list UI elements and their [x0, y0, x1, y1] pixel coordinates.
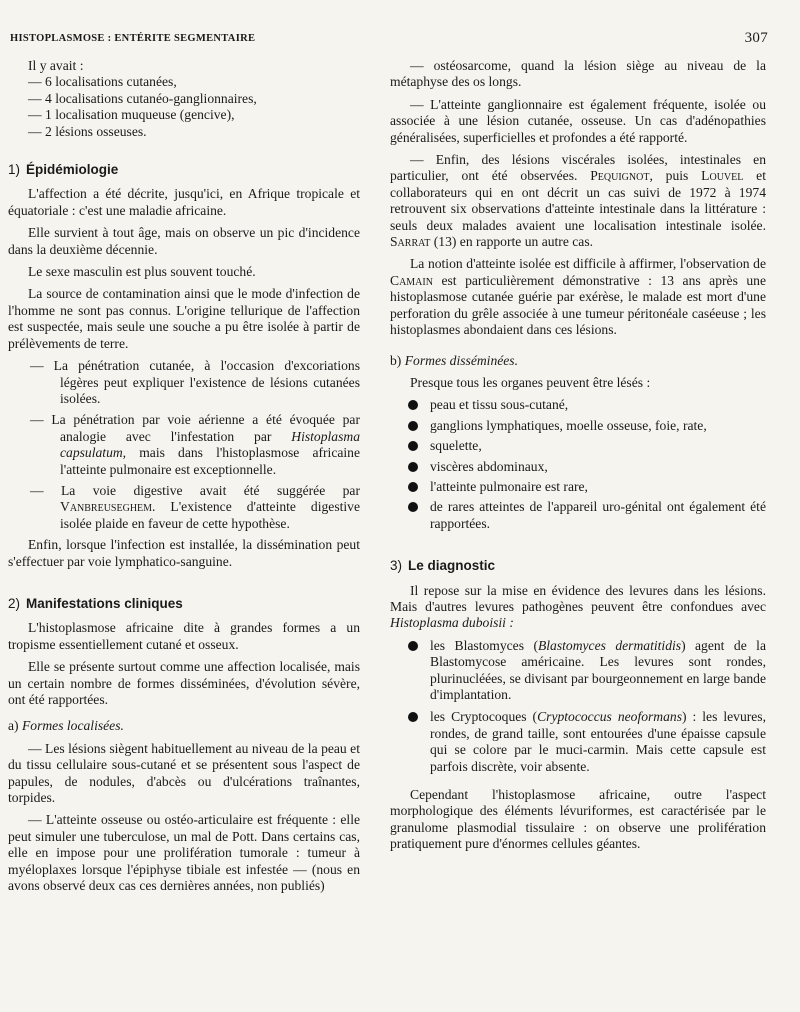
section-heading-epidemiologie — [8, 162, 360, 178]
organ-item: de rares atteintes de l'appareil uro-génital ont également été rapportées. — [408, 499, 766, 532]
section-heading-diagnostic — [390, 558, 766, 574]
organ-item: ganglions lymphatiques, moelle osseuse, foie, rate, — [408, 418, 766, 434]
italic-taxon: Histoplasma capsulatum, — [60, 428, 360, 461]
paragraph: — L'atteinte osseuse ou ostéo-articulaire est fréquente : elle peut simuler une tuberculose, un mal de Pott. Dans certains cas, elle en impose pour une prolifération tumorale : tumeur à myéloplaxes lorsque l'épiphyse tibiale est infestée — (nous en avons observé deux cas ces dernières années, non publiés) — [8, 812, 360, 894]
organ-item: viscères abdominaux, — [408, 459, 766, 475]
count-item: — 2 lésions osseuses. — [28, 123, 147, 139]
count-item: — 4 localisations cutanéo-ganglionnaires, — [28, 90, 257, 106]
paragraph — [390, 256, 766, 338]
organ-item: l'atteinte pulmonaire est rare, — [408, 479, 766, 495]
paragraph — [390, 152, 766, 250]
paragraph: Elle se présente surtout comme une affection localisée, mais un certain nombre de formes disséminées, d'évolution sévère, ont été rapportées. — [8, 659, 360, 707]
count-item: — 6 localisations cutanées, — [28, 74, 177, 90]
organ-item: peau et tissu sous-cutané, — [408, 397, 766, 413]
paragraph: L'affection a été décrite, jusqu'ici, en Afrique tropicale et équatoriale : c'est une maladie africaine. — [8, 186, 360, 218]
dash-paragraph — [30, 412, 360, 478]
localisation-counts — [8, 74, 360, 140]
paragraph: Le sexe masculin est plus souvent touché. — [28, 264, 256, 280]
section-number: 3) — [390, 558, 403, 574]
section-number: 2) — [8, 595, 21, 611]
section-title: Manifestations cliniques — [26, 595, 183, 611]
author-name: Sarrat — [390, 234, 431, 250]
paragraph: La source de contamination ainsi que le mode d'infection de l'homme ne sont pas connus. L'origine tellurique de l'affection est suspectée, mais seule une souche a pu être isolée à partir de prélèvements de terre. — [8, 286, 360, 351]
text-run: les Blastomyces ( — [430, 637, 538, 653]
intro-line: Il y avait : — [28, 58, 84, 73]
text-run: — Enfin, des lésions viscérales isolées, intestinales en particulier, ont été observées. — [390, 152, 766, 184]
text-run: , puis — [649, 168, 702, 184]
paragraph: Enfin, lorsque l'infection est installée, la dissémination peut s'effectuer par voie lymphatico-sanguine. — [8, 537, 360, 569]
dash-paragraph — [30, 483, 360, 532]
section-number: 1) — [8, 162, 21, 178]
count-item: — 1 localisation muqueuse (gencive), — [28, 107, 235, 123]
paragraph: Presque tous les organes peuvent être lésés : — [410, 374, 651, 390]
text-run: La notion d'atteinte isolée est difficile à affirmer, l'observation de — [410, 256, 766, 272]
text-run: — La pénétration par voie aérienne a été évoquée par analogie avec l'infestation par — [30, 412, 360, 444]
text-run: est particulièrement démonstrative : 13 ans après une histoplasmose cutanée guérie par exérèse, le malade est mort d'une perforation du grêle associée à une tumeur péritonéale caséeuse ; les histoplasmes abondaient dans ces lésions. — [390, 272, 766, 338]
page-number: 307 — [744, 30, 768, 46]
left-column — [8, 58, 360, 900]
author-name: Camain — [390, 272, 433, 288]
text-run: (13) en rapporte un autre cas. — [430, 234, 594, 250]
text-run: — La voie digestive avait été suggérée par — [30, 482, 360, 498]
text-run: mais dans l'histoplasmose africaine l'atteinte pulmonaire est exceptionnelle. — [60, 445, 360, 477]
differential-list — [390, 638, 766, 775]
subsection-heading-disseminees — [390, 353, 766, 369]
italic-taxon: Blastomyces dermatitidis — [537, 637, 682, 653]
differential-item — [408, 638, 766, 704]
right-column — [390, 58, 766, 859]
paragraph — [390, 583, 766, 632]
author-name: Louvel — [701, 168, 744, 184]
dash-paragraph: — La pénétration cutanée, à l'occasion d'excoriations légères peut expliquer l'existence de lésions cutanées isolées. — [30, 358, 360, 406]
text-run: les Cryptocoques ( — [430, 709, 538, 725]
organ-item: squelette, — [408, 438, 766, 454]
subsection-label: a) — [8, 718, 19, 734]
paragraph: L'histoplasmose africaine dite à grandes formes a un tropisme essentiellement cutané et osseux. — [8, 620, 360, 652]
section-heading-manifestations — [8, 596, 360, 612]
paragraph: — L'atteinte ganglionnaire est également fréquente, isolée ou associée à une lésion cutanée, osseuse. Un cas d'adénopathies généralisées, superficielles et profondes a été rapporté. — [390, 96, 766, 145]
section-title: Le diagnostic — [408, 558, 496, 574]
text-run: ) : les levures, rondes, de grand taille, sont entourées d'une épaisse capsule qui se colore par le muci-carmin. Mais cette capsule est parfois discrète, voir absente. — [430, 709, 766, 774]
subsection-label: b) — [390, 352, 402, 368]
author-name: Vanbreuseghem — [60, 499, 153, 515]
paragraph: — Les lésions siègent habituellement au niveau de la peau et du tissu cellulaire sous-cutané et se présentent sous l'aspect de papules, de nodules, d'abcès ou d'ulcérations traînantes, torpides. — [8, 740, 360, 806]
organ-list — [390, 397, 766, 532]
author-name: Pequignot — [590, 168, 650, 184]
text-run: . L'existence d'atteinte digestive isolée plaide en faveur de cette hypothèse. — [60, 499, 360, 531]
paragraph: Elle survient à tout âge, mais on observe un pic d'incidence dans la deuxième décennie. — [8, 225, 360, 257]
italic-taxon: Cryptococcus neoformans — [537, 709, 683, 725]
italic-taxon: Histoplasma duboisii : — [390, 615, 514, 631]
running-header — [10, 30, 768, 46]
subsection-title: Formes disséminées. — [404, 352, 518, 368]
text-run: Il repose sur la mise en évidence des levures dans les lésions. Mais d'autres levures pathogènes peuvent être confondues avec — [390, 582, 766, 614]
paragraph: — ostéosarcome, quand la lésion siège au niveau de la métaphyse des os longs. — [390, 58, 766, 90]
text-run: et collaborateurs qui en ont décrit un cas suivi de 1972 à 1974 retrouvent six observations d'atteinte intestinale dans la littérature : seuls deux malades avaient une localisation intestinale isolée. — [390, 168, 766, 233]
text-run: ) agent de la Blastomycose américaine. Les levures sont rondes, plurinucléées, se divisant par bourgeonnement en large bande d'implantation. — [430, 637, 766, 702]
subsection-title: Formes localisées. — [21, 718, 124, 734]
paragraph: Cependant l'histoplasmose africaine, outre l'aspect morphologique des éléments lévuriformes, est caractérisée par le granulome plasmodial tissulaire : on observe une prolifération pratiquement pure d'énormes cellules géantes. — [390, 787, 766, 852]
section-title: Épidémiologie — [26, 162, 119, 178]
subsection-heading-localisees — [8, 718, 360, 734]
running-title: HISTOPLASMOSE : ENTÉRITE SEGMENTAIRE — [10, 33, 256, 44]
differential-item — [408, 709, 766, 775]
